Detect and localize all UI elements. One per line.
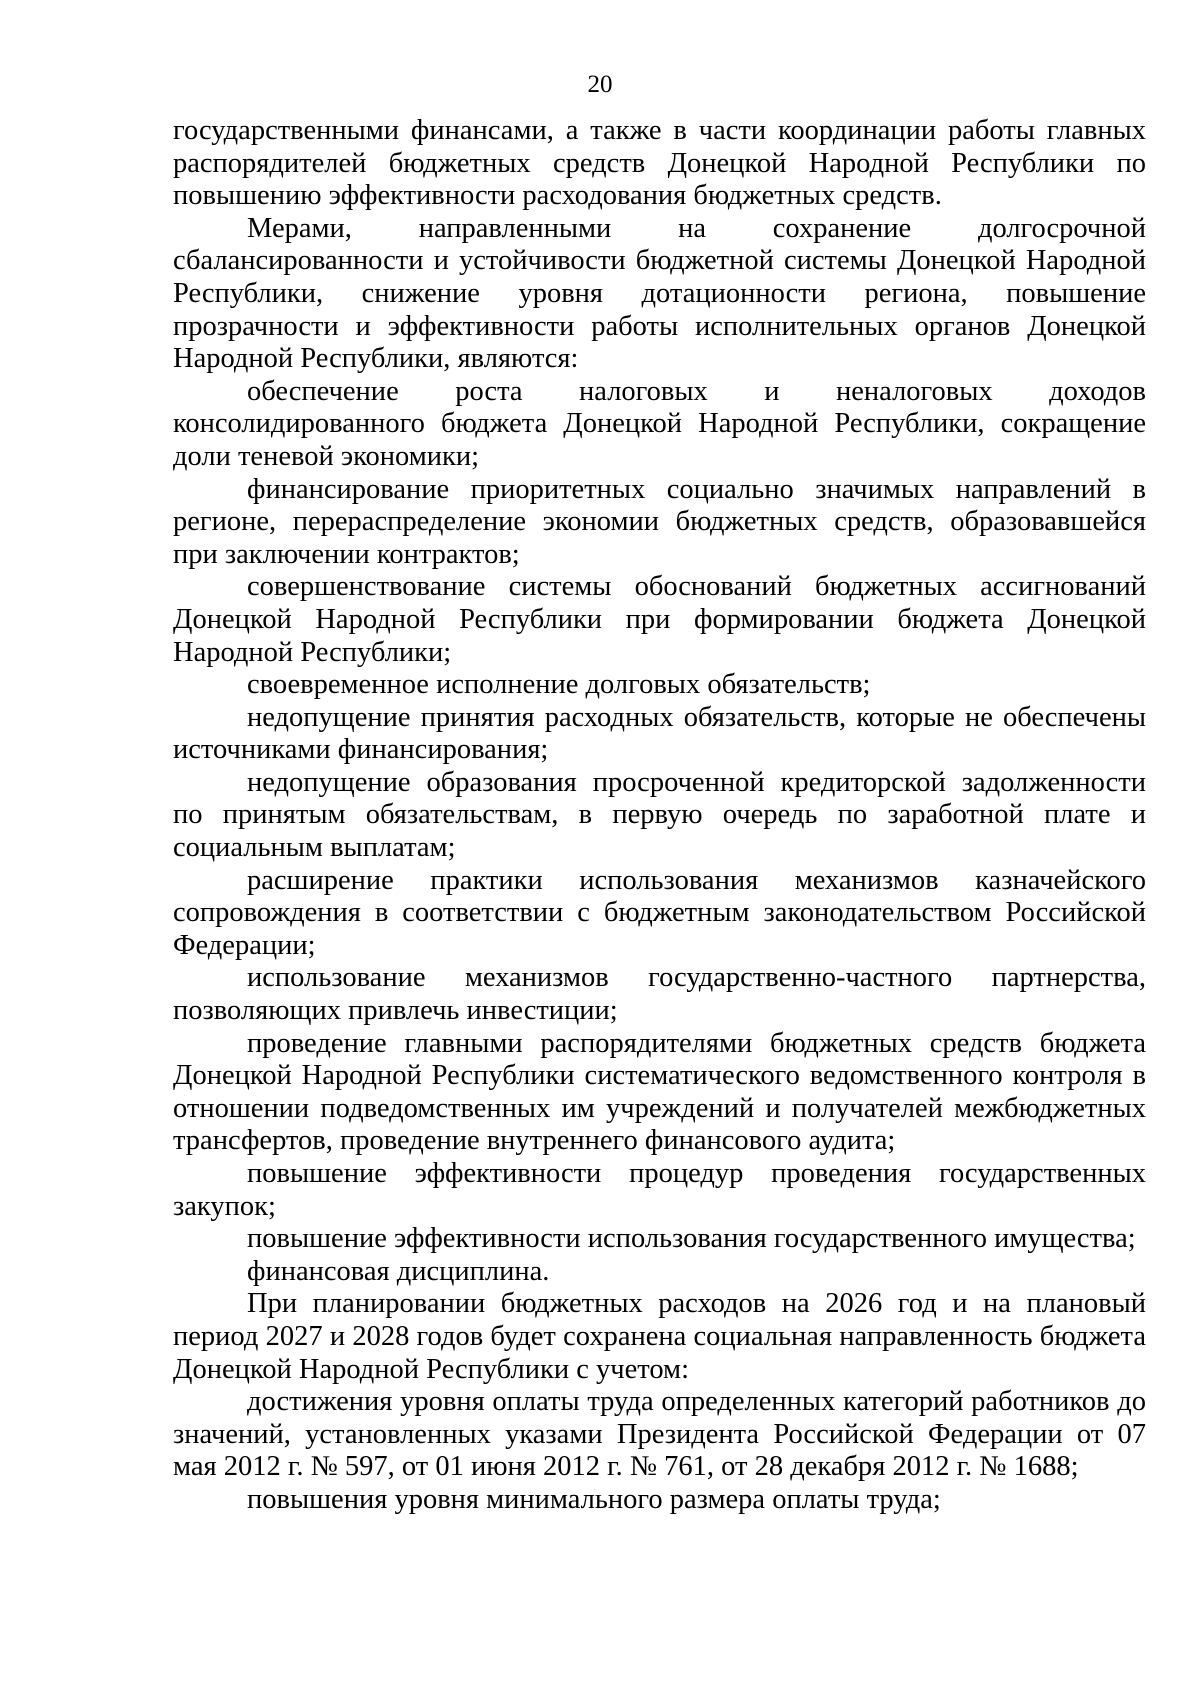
list-item-departmental-control: проведение главными распорядителями бюджетных средств бюджета Донецкой Народной Республики систематического ведомственного контроля в отношении подведомственных им учреждений и получателей межбюджетных трансфертов, проведение внутреннего финансового аудита; bbox=[173, 1027, 1146, 1157]
page-number: 20 bbox=[587, 71, 613, 98]
list-item-public-private-partnership: использование механизмов государственно-частного партнерства, позволяющих привлечь инвестиции; bbox=[173, 962, 1146, 1027]
paragraph-continuation: государственными финансами, а также в части координации работы главных распорядителей бюджетных средств Донецкой Народной Республики по повышению эффективности расходования бюджетных средств. bbox=[173, 115, 1146, 212]
list-item-minimum-wage: повышения уровня минимального размера оплаты труда; bbox=[247, 1483, 941, 1515]
list-item-procurement-efficiency: повышение эффективности процедур проведения государственных закупок; bbox=[173, 1158, 1146, 1222]
list-item-financial-discipline: финансовая дисциплина. bbox=[247, 1255, 550, 1287]
paragraph-measures-intro: Мерами, направленными на сохранение долгосрочной сбалансированности и устойчивости бюджетной системы Донецкой Народной Республики, снижение уровня дотационности региона, повышение прозрачности и эффективности работы исполнительных органов Донецкой Народной Республики, являются: bbox=[173, 212, 1146, 375]
list-item-property-efficiency: повышение эффективности использования государственного имущества; bbox=[247, 1223, 1136, 1255]
list-item-treasury-support: расширение практики использования механизмов казначейского сопровождения в соответствии с бюджетным законодательством Российской Федерации; bbox=[173, 864, 1146, 961]
list-item-unfunded-obligations: недопущение принятия расходных обязательств, которые не обеспечены источниками финансирования; bbox=[173, 701, 1146, 766]
paragraph-budget-planning: При планировании бюджетных расходов на 2026 год и на плановый период 2027 и 2028 годов будет сохранена социальная направленность бюджета Донецкой Народной Республики с учетом: bbox=[173, 1288, 1146, 1385]
list-item-appropriation-justification: совершенствование системы обоснований бюджетных ассигнований Донецкой Народной Республики при формировании бюджета Донецкой Народной Республики; bbox=[173, 571, 1146, 668]
list-item-wage-levels: достижения уровня оплаты труда определенных категорий работников до значений, установленных указами Президента Российской Федерации от 07 мая 2012 г. № 597, от 01 июня 2012 г. № 761, от 28 декабря 2012 г. № 1688; bbox=[173, 1386, 1146, 1483]
document-body bbox=[173, 115, 1146, 1517]
list-item-priority-financing: финансирование приоритетных социально значимых направлений в регионе, перераспределение экономии бюджетных средств, образовавшейся при заключении контрактов; bbox=[173, 473, 1146, 570]
list-item-debt-obligations: своевременное исполнение долговых обязательств; bbox=[247, 669, 871, 701]
list-item-revenue-growth: обеспечение роста налоговых и неналоговых доходов консолидированного бюджета Донецкой Народной Республики, сокращение доли теневой экономики; bbox=[173, 375, 1146, 472]
list-item-overdue-payables: недопущение образования просроченной кредиторской задолженности по принятым обязательствам, в первую очередь по заработной плате и социальным выплатам; bbox=[173, 766, 1146, 864]
